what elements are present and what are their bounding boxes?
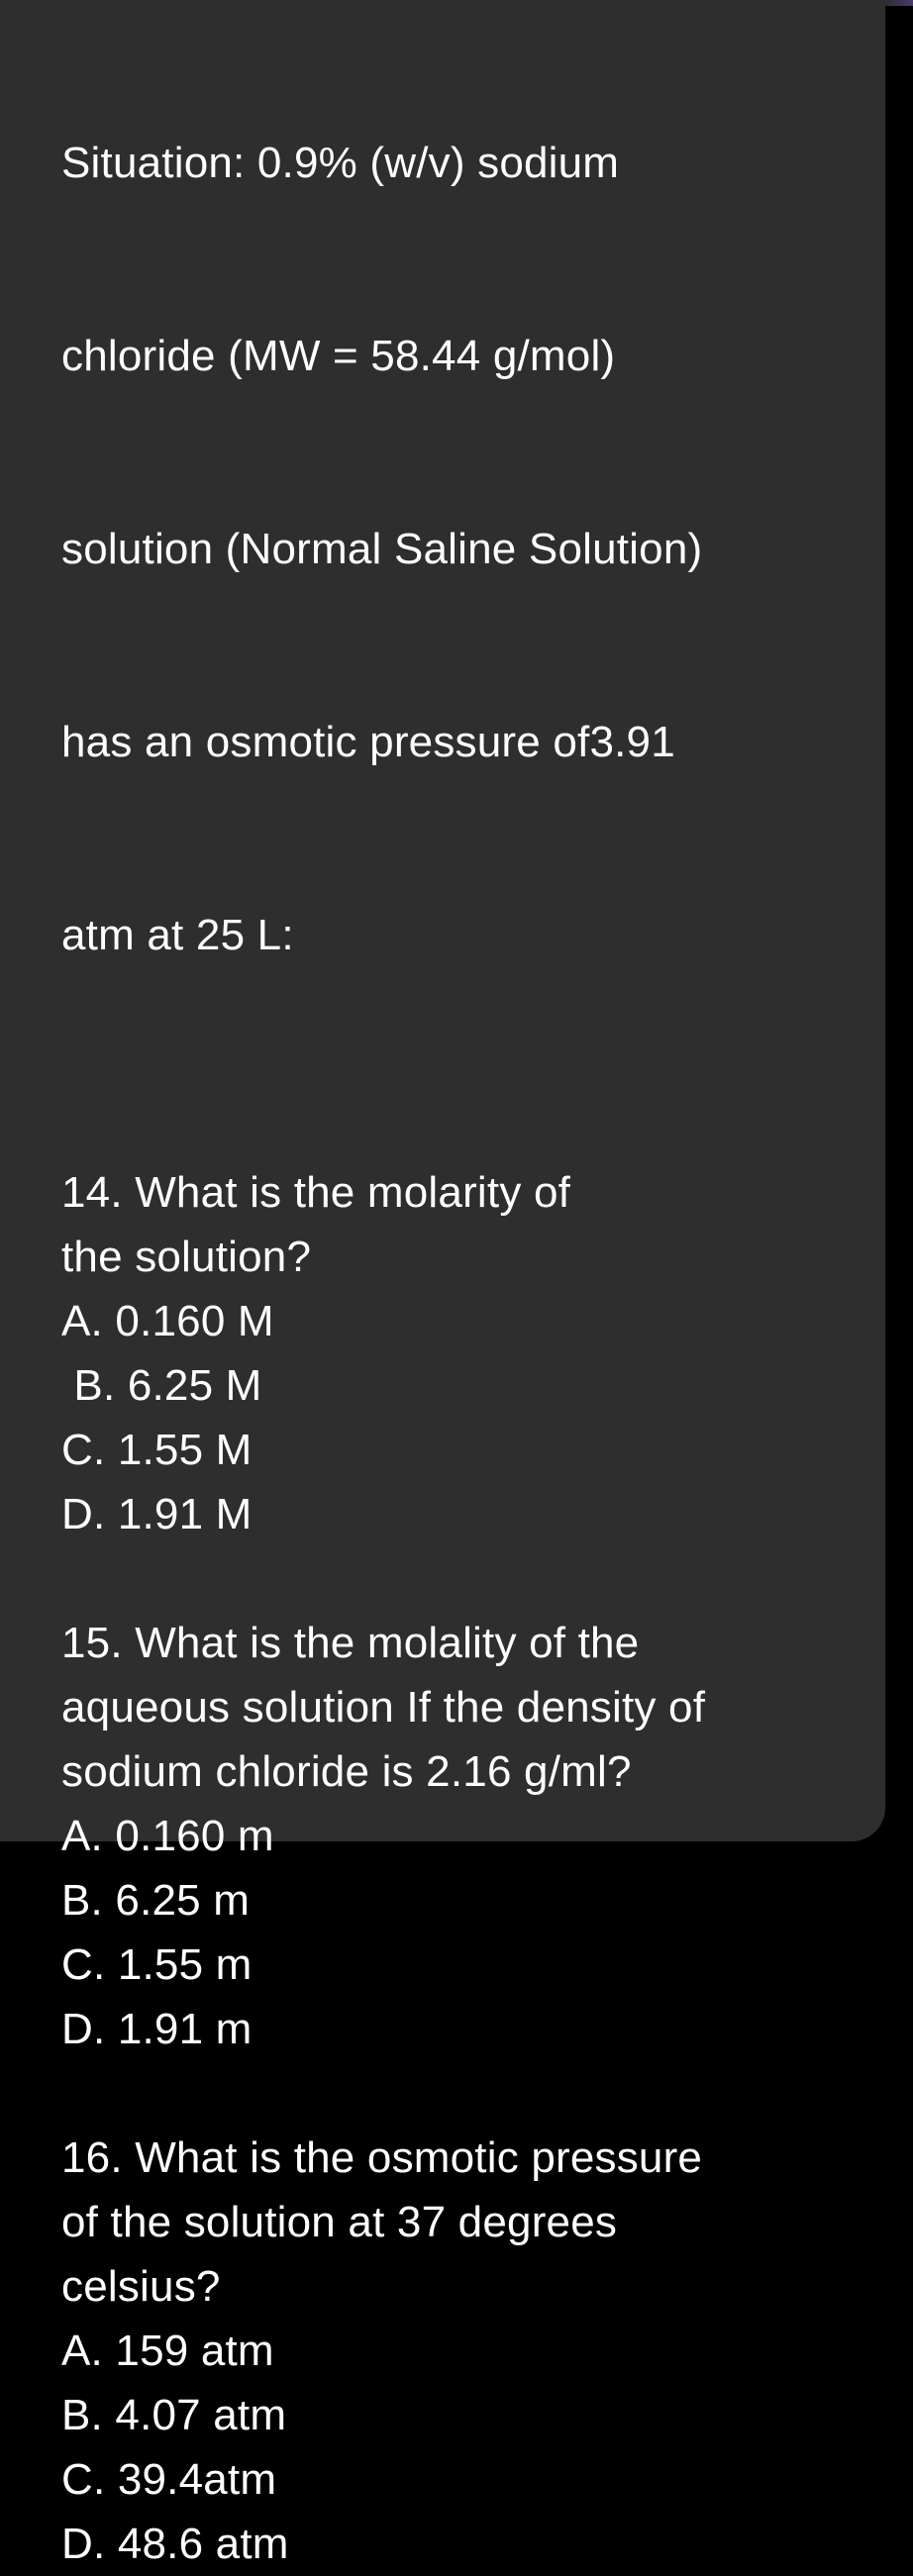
option-a: A. 159 atm <box>61 2327 274 2375</box>
question-text: sodium chloride is 2.16 g/ml? <box>61 1747 632 1796</box>
question-text: of the solution at 37 degrees <box>61 2198 618 2246</box>
spacer <box>61 1546 885 1611</box>
option-c: C. 1.55 m <box>61 1940 253 1989</box>
option-b: B. 6.25 M <box>61 1361 262 1410</box>
question-text: the solution? <box>61 1233 312 1281</box>
option-c: C. 1.55 M <box>61 1426 253 1474</box>
question-16 <box>61 2126 885 2576</box>
spacer <box>61 1096 885 1160</box>
question-text: aqueous solution If the density of <box>61 1683 706 1732</box>
option-a: A. 0.160 m <box>61 1812 274 1860</box>
situation-line: atm at 25 L: <box>61 911 294 959</box>
top-edge-accent <box>885 0 913 6</box>
situation-line: Situation: 0.9% (w/v) sodium <box>61 139 620 187</box>
question-text: 16. What is the osmotic pressure <box>61 2133 703 2182</box>
question-14 <box>61 1160 885 1546</box>
question-text: celsius? <box>61 2262 221 2311</box>
situation-line: solution (Normal Saline Solution) <box>61 525 703 573</box>
option-b: B. 4.07 atm <box>61 2391 287 2439</box>
question-15 <box>61 1611 885 2061</box>
option-a: A. 0.160 M <box>61 1297 274 1345</box>
option-b: B. 6.25 m <box>61 1876 251 1925</box>
option-d: D. 1.91 m <box>61 2005 253 2053</box>
situation-text <box>61 2 885 1096</box>
question-text: 15. What is the molality of the <box>61 1619 640 1667</box>
option-c: C. 39.4atm <box>61 2455 277 2504</box>
situation-line: chloride (MW = 58.44 g/mol) <box>61 332 616 380</box>
question-text: 14. What is the molarity of <box>61 1168 571 1217</box>
option-d: D. 1.91 M <box>61 1490 253 1538</box>
situation-line: has an osmotic pressure of3.91 <box>61 718 675 766</box>
spacer <box>61 2061 885 2126</box>
option-d: D. 48.6 atm <box>61 2520 289 2568</box>
